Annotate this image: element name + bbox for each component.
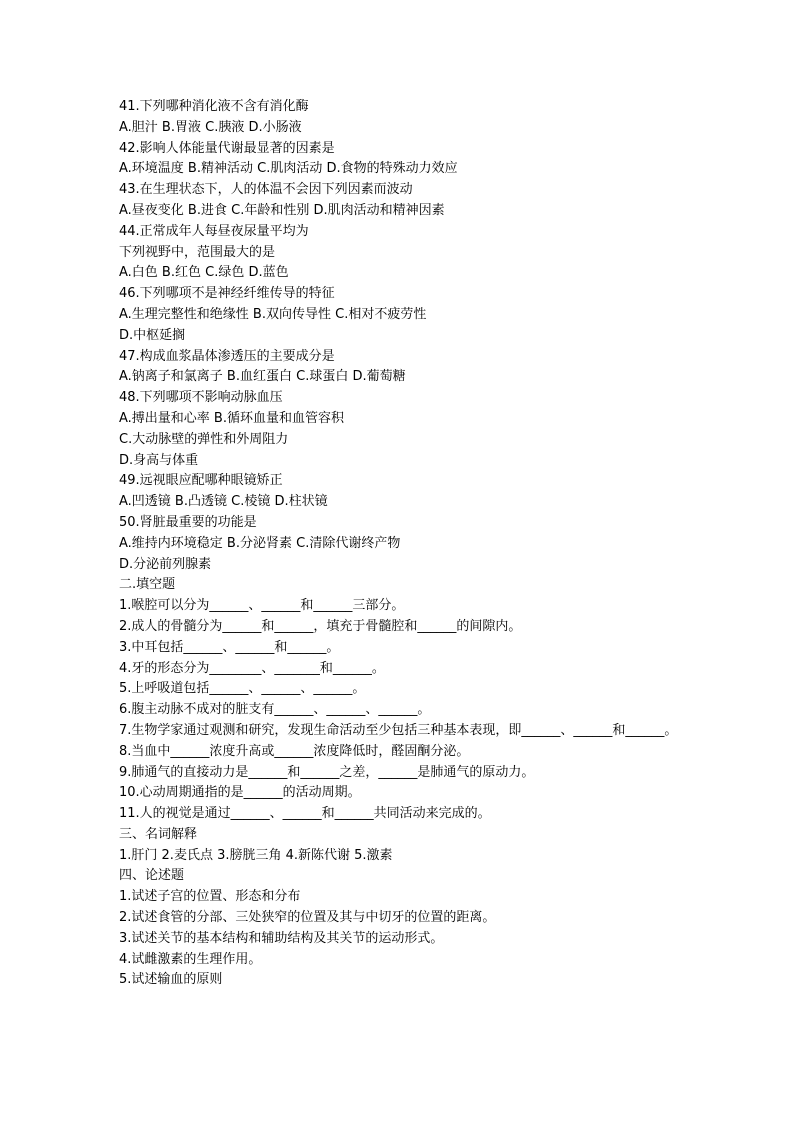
essay-4: 4.试雌激素的生理作用。 [119, 951, 262, 967]
essay-3: 3.试述关节的基本结构和辅助结构及其关节的运动形式。 [119, 930, 444, 946]
fill-in-1: 1.喉腔可以分为______、______和______三部分。 [119, 598, 405, 614]
essay-1: 1.试述子宫的位置、形态和分布 [119, 889, 301, 905]
section-fill-in-heading: 二.填空题 [119, 577, 176, 593]
essay-5: 5.试述输血的原则 [119, 972, 223, 988]
question-42-options: A.环境温度 B.精神活动 C.肌肉活动 D.食物的特殊动力效应 [119, 161, 458, 177]
question-46-option-d: D.中枢延搁 [119, 327, 186, 343]
essay-2: 2.试述食管的分部、三处狭窄的位置及其与中切牙的位置的距离。 [119, 910, 496, 926]
question-48-options-ab: A.搏出量和心率 B.循环血量和血管容积 [119, 410, 344, 426]
fill-in-7: 7.生物学家通过观测和研究，发现生命活动至少包括三种基本表现，即______、______和______。 [119, 722, 678, 738]
question-48-option-c: C.大动脉壁的弹性和外周阻力 [119, 431, 289, 447]
fill-in-8: 8.当血中______浓度升高或______浓度降低时，醛固酮分泌。 [119, 743, 470, 759]
fill-in-10: 10.心动周期通指的是______的活动周期。 [119, 785, 361, 801]
question-50: 50.肾脏最重要的功能是 [119, 514, 257, 530]
fill-in-9: 9.肺通气的直接动力是______和______之差，______是肺通气的原动力。 [119, 764, 535, 780]
question-45-options: A.白色 B.红色 C.绿色 D.蓝色 [119, 265, 289, 281]
fill-in-11: 11.人的视觉是通过______、______和______共同活动来完成的。 [119, 806, 491, 822]
section-terms-heading: 三、名词解释 [119, 826, 198, 842]
question-44: 44.正常成年人每昼夜尿量平均为 [119, 223, 309, 239]
fill-in-4: 4.牙的形态分为________、_______和______。 [119, 660, 385, 676]
fill-in-2: 2.成人的骨髓分为______和______，填充于骨髓腔和______的间隙内。 [119, 618, 522, 634]
question-45: 下列视野中，范围最大的是 [119, 244, 276, 260]
question-50-option-d: D.分泌前列腺素 [119, 556, 212, 572]
fill-in-5: 5.上呼吸道包括______、______、______。 [119, 681, 366, 697]
question-41: 41.下列哪种消化液不含有消化酶 [119, 99, 309, 114]
question-46: 46.下列哪项不是神经纤维传导的特征 [119, 286, 335, 302]
question-50-options: A.维持内环境稳定 B.分泌肾素 C.清除代谢终产物 [119, 535, 401, 551]
question-48-option-d: D.身高与体重 [119, 452, 199, 468]
question-47: 47.构成血浆晶体渗透压的主要成分是 [119, 348, 335, 364]
question-43-options: A.昼夜变化 B.进食 C.年龄和性别 D.肌肉活动和精神因素 [119, 202, 445, 218]
question-49-options: A.凹透镜 B.凸透镜 C.棱镜 D.柱状镜 [119, 494, 328, 510]
fill-in-3: 3.中耳包括______、______和______。 [119, 639, 340, 655]
question-41-options: A.胆汁 B.胃液 C.胰液 D.小肠液 [119, 119, 302, 135]
fill-in-6: 6.腹主动脉不成对的脏支有______、______、______。 [119, 702, 431, 718]
question-48: 48.下列哪项不影响动脉血压 [119, 390, 283, 406]
question-47-options: A.钠离子和氯离子 B.血红蛋白 C.球蛋白 D.葡萄糖 [119, 369, 406, 385]
question-46-options: A.生理完整性和绝缘性 B.双向传导性 C.相对不疲劳性 [119, 306, 427, 322]
question-42: 42.影响人体能量代谢最显著的因素是 [119, 140, 335, 156]
question-49: 49.远视眼应配哪种眼镜矫正 [119, 473, 283, 489]
terms-list: 1.肝门 2.麦氏点 3.膀胱三角 4.新陈代谢 5.激素 [119, 847, 393, 863]
question-43: 43.在生理状态下，人的体温不会因下列因素而波动 [119, 182, 413, 198]
document-body [119, 97, 679, 991]
section-essay-heading: 四、论述题 [119, 868, 185, 884]
